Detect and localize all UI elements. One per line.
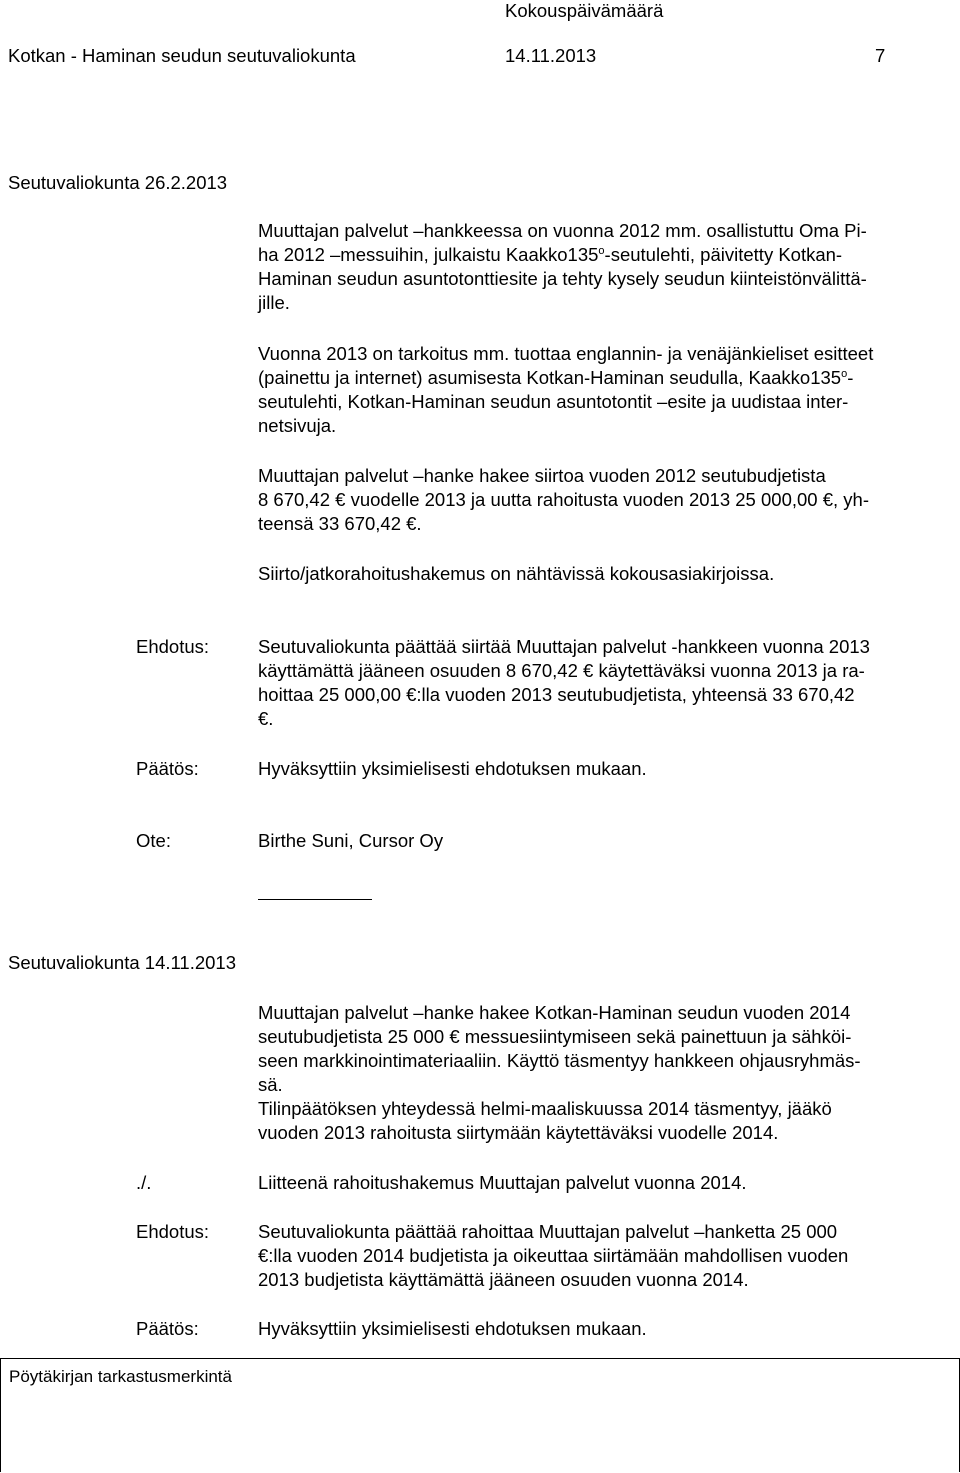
text-line: Hyväksyttiin yksimielisesti ehdotuksen mukaan. [258, 1318, 647, 1339]
page-number: 7 [875, 45, 886, 66]
text-line: €:lla vuoden 2014 budjetista ja oikeuttaa siirtämään mahdollisen vuoden [258, 1245, 849, 1266]
inspection-mark-box [0, 1358, 960, 1472]
text-line: Muuttajan palvelut –hanke hakee siirtoa vuoden 2012 seutubudjetista [258, 465, 826, 486]
organization-name: Kotkan - Haminan seudun seutuvaliokunta [8, 45, 356, 66]
text-line: Vuonna 2013 on tarkoitus mm. tuottaa englannin- ja venäjänkieliset esitteet [258, 343, 874, 364]
text-line: Birthe Suni, Cursor Oy [258, 830, 444, 851]
text-line: sä. [258, 1074, 283, 1095]
text-line: käyttämättä jääneen osuuden 8 670,42 € käytettäväksi vuonna 2013 ja ra- [258, 660, 865, 681]
text-line: seutulehti, Kotkan-Haminan seudun asuntotontit –esite ja uudistaa inter- [258, 391, 849, 412]
text-line: 2013 budjetista käyttämättä jääneen osuuden vuonna 2014. [258, 1269, 749, 1290]
text-line: Muuttajan palvelut –hanke hakee Kotkan-Haminan seudun vuoden 2014 [258, 1002, 851, 1023]
decision-label: Päätös: [136, 1318, 199, 1339]
proposal-label: Ehdotus: [136, 636, 210, 657]
extract-label: Ote: [136, 830, 171, 851]
section-heading-feb: Seutuvaliokunta 26.2.2013 [8, 172, 228, 193]
paragraph-2013-plans [258, 342, 958, 438]
date-column-label: Kokouspäivämäärä [505, 0, 664, 21]
text-line: Muuttajan palvelut –hankkeessa on vuonna 2012 mm. osallistuttu Oma Pi- [258, 220, 867, 241]
proposal-text [258, 1220, 958, 1292]
text-line: netsivuja. [258, 415, 337, 436]
text-line: Seutuvaliokunta päättää siirtää Muuttajan palvelut -hankkeen vuonna 2013 [258, 636, 870, 657]
text-line: Tilinpäätöksen yhteydessä helmi-maaliskuussa 2014 täsmentyy, jääkö [258, 1098, 832, 1119]
superscript: o [598, 244, 605, 257]
text-line: vuoden 2013 rahoitusta siirtymään käytettäväksi vuodelle 2014. [258, 1122, 779, 1143]
text-line: Liitteenä rahoitushakemus Muuttajan palvelut vuonna 2014. [258, 1172, 747, 1193]
text-line: Haminan seudun asuntotonttiesite ja tehty kysely seudun kiinteistönvälittä- [258, 268, 867, 289]
section-heading-nov: Seutuvaliokunta 14.11.2013 [8, 952, 237, 973]
text-fragment: - [847, 367, 854, 388]
text-line: Siirto/jatkorahoitushakemus on nähtävissä kokousasiakirjoissa. [258, 563, 775, 584]
attachment-text [258, 1171, 958, 1195]
text-fragment: (painettu ja internet) asumisesta Kotkan-Haminan seudulla, Kaakko135 [258, 367, 842, 388]
text-line: seen markkinointimateriaaliin. Käyttö täsmentyy hankkeen ohjausryhmäs- [258, 1050, 861, 1071]
extract-recipient [258, 829, 958, 853]
paragraph-funding-request [258, 464, 958, 536]
text-fragment: -seutulehti, päivitetty Kotkan- [604, 244, 843, 265]
proposal-label: Ehdotus: [136, 1221, 210, 1242]
decision-text [258, 757, 958, 781]
paragraph-2014-funding [258, 1001, 958, 1145]
proposal-text [258, 635, 958, 731]
paragraph-2012-activities [258, 219, 958, 315]
text-line: jille. [258, 292, 290, 313]
text-line: Seutuvaliokunta päättää rahoittaa Muuttajan palvelut –hanketta 25 000 [258, 1221, 838, 1242]
text-fragment: ha 2012 –messuihin, julkaistu Kaakko135 [258, 244, 599, 265]
text-line: teensä 33 670,42 €. [258, 513, 422, 534]
decision-label: Päätös: [136, 758, 199, 779]
text-line: Hyväksyttiin yksimielisesti ehdotuksen mukaan. [258, 758, 647, 779]
attachment-marker: ./. [136, 1172, 152, 1193]
text-line [258, 366, 958, 390]
text-line: 8 670,42 € vuodelle 2013 ja uutta rahoitusta vuoden 2013 25 000,00 €, yh- [258, 489, 869, 510]
text-line: seutubudjetista 25 000 € messuesiintymiseen sekä painettuun ja sähköi- [258, 1026, 852, 1047]
text-line: hoittaa 25 000,00 €:lla vuoden 2013 seutubudjetista, yhteensä 33 670,42 [258, 684, 855, 705]
decision-text [258, 1317, 958, 1341]
superscript: o [841, 367, 848, 380]
inspection-mark-label: Pöytäkirjan tarkastusmerkintä [9, 1367, 232, 1386]
signature-divider [258, 899, 372, 900]
paragraph-application-note [258, 562, 958, 586]
text-line [258, 243, 958, 267]
meeting-date: 14.11.2013 [505, 45, 597, 66]
text-line: €. [258, 708, 274, 729]
